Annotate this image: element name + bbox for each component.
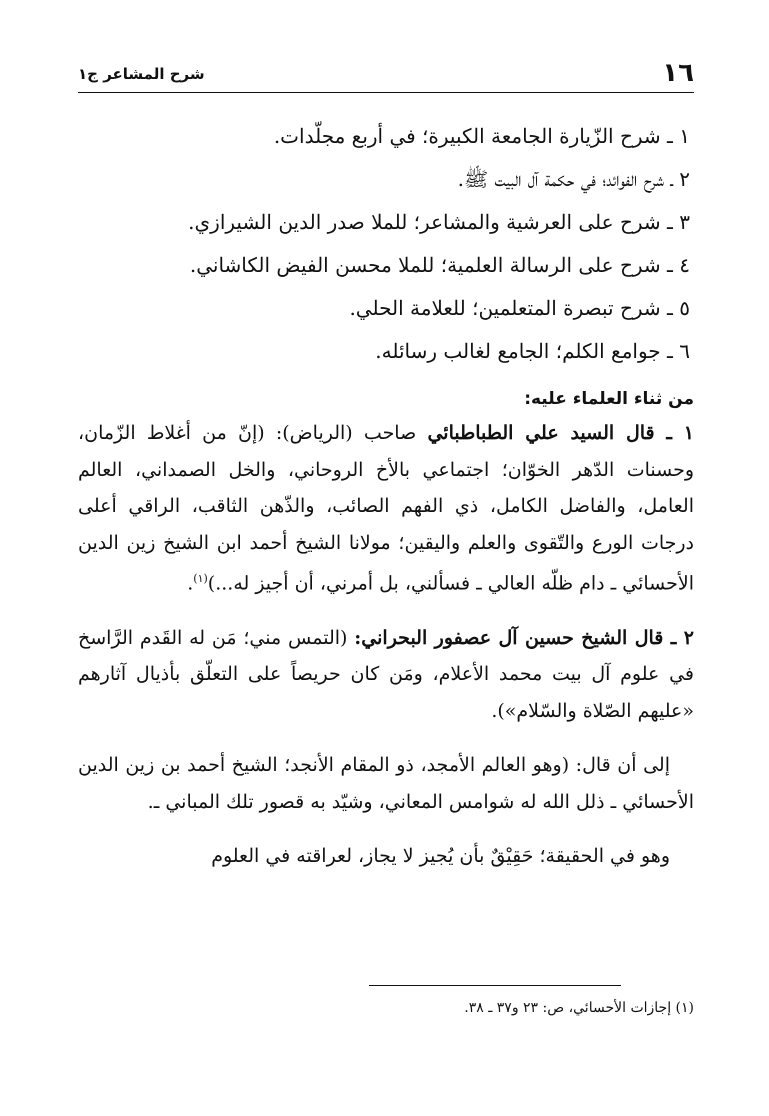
list-item: ٤ ـ شرح على الرسالة العلمية؛ للملا محسن الفيض الكاشاني. — [189, 253, 690, 277]
section-heading: من ثناء العلماء عليه: — [524, 389, 694, 409]
praise-lead: ١ ـ قال السيد علي الطباطبائي — [427, 422, 694, 444]
praise-lead: ٢ ـ قال الشيخ حسين آل عصفور البحراني: — [354, 626, 694, 649]
continuation-text: إلى أن قال: (وهو العالم الأمجد، ذو المقام الأنجد؛ الشيخ أحمد بن زين الدين الأحسائي ـ ذلل الله له شوامس المعاني، وشيّد به قصور تلك المباني ـ. — [78, 754, 694, 813]
praise-paragraph-1 — [78, 415, 694, 602]
list-item: ٢ ـ شرح الفوائد؛ في حكمة آل البيت ﷺ. — [457, 167, 690, 191]
list-item: ١ ـ شرح الزّيارة الجامعة الكبيرة؛ في أربع مجلّدات. — [273, 124, 690, 148]
praise-paragraph-2 — [78, 620, 694, 730]
list-item: ٣ ـ شرح على العرشية والمشاعر؛ للملا صدر الدين الشيرازي. — [188, 210, 690, 234]
list-item: ٦ ـ جوامع الكلم؛ الجامع لغالب رسائله. — [375, 339, 690, 363]
footnote: (١) إجازات الأحسائي، ص: ٢٣ و٣٧ ـ ٣٨. — [464, 1000, 694, 1016]
last-paragraph — [78, 838, 694, 875]
praise-text: (التمس مني؛ مَن له القَدم الرَّاسخ في علوم آل بيت محمد الأعلام، ومَن كان حريصاً على التعلّق بأذيال آثارهم «عليهم الصّلاة والسّلام»). — [78, 626, 694, 722]
last-text: وهو في الحقيقة؛ حَقِيْقٌ بأن يُجيز لا يجاز، لعراقته في العلوم — [211, 845, 670, 868]
footnote-marker: (١) — [193, 572, 208, 585]
page-number: ١٦ — [662, 58, 694, 88]
footnote-divider — [369, 985, 621, 986]
praise-text: صاحب (الرياض): (إنّ من أغلاط الزّمان، وحسنات الدّهر الخوّان؛ اجتماعي بالأخ الروحاني، والخل الصمداني، العالم العامل، والفاضل الكامل، ذي الفهم الصائب، والذّهن الثاقب، الراقي أعلى درجات الورع والتّقوى والعلم واليقين؛ مولانا الشيخ أحمد ابن الشيخ زين الدين الأحسائي ـ دام ظلّه العالي ـ فسألني، بل أمرني، أن أجيز له...) — [78, 422, 694, 595]
page-header — [78, 52, 694, 93]
book-page — [78, 52, 694, 893]
works-list — [78, 115, 694, 373]
list-item: ٥ ـ شرح تبصرة المتعلمين؛ للعلامة الحلي. — [349, 296, 690, 320]
running-title: شرح المشاعر ج١ — [78, 65, 205, 83]
praise-end: . — [187, 572, 194, 595]
continuation-paragraph — [78, 747, 694, 820]
